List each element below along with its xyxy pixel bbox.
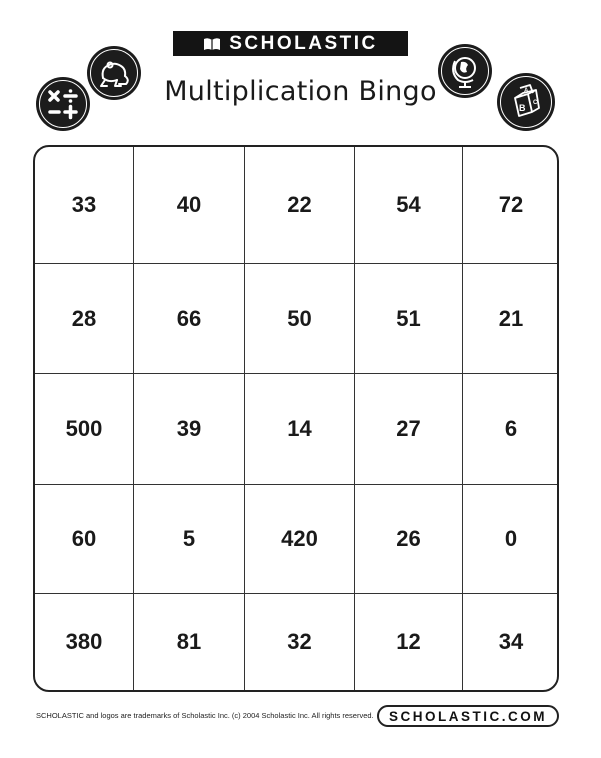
bingo-cell: 32 xyxy=(245,594,355,690)
bingo-cell: 22 xyxy=(245,147,355,264)
bingo-cell: 72 xyxy=(463,147,559,264)
bingo-cell: 14 xyxy=(245,374,355,485)
bingo-cell: 60 xyxy=(35,485,134,594)
svg-text:C: C xyxy=(533,100,538,106)
bingo-cell: 380 xyxy=(35,594,134,690)
bingo-cell: 34 xyxy=(498,629,524,654)
website-link[interactable]: SCHOLASTIC.COM xyxy=(377,705,559,727)
globe-icon xyxy=(438,44,492,98)
copyright-notice: SCHOLASTIC and logos are trademarks of Scholastic Inc. (c) 2004 Scholastic Inc. All rights reserved. xyxy=(36,711,374,720)
frog-icon xyxy=(87,46,141,100)
bingo-cell: 39 xyxy=(134,374,245,485)
bingo-cell: 6 xyxy=(463,374,559,485)
bingo-cell: 21 xyxy=(463,264,559,374)
bingo-cell: 51 xyxy=(355,264,463,374)
book-icon xyxy=(203,37,221,51)
bingo-cell: 5 xyxy=(134,485,245,594)
bingo-card xyxy=(33,145,559,692)
bingo-cell: 27 xyxy=(355,374,463,485)
bingo-cell: 26 xyxy=(355,485,463,594)
bingo-cell: 40 xyxy=(134,147,245,264)
bingo-cell: 420 xyxy=(245,485,355,594)
math-symbols-icon xyxy=(36,77,90,131)
bingo-cell: 66 xyxy=(134,264,245,374)
svg-text:B: B xyxy=(519,103,526,113)
bingo-cell: 33 xyxy=(35,147,134,264)
bingo-cell: 0 xyxy=(463,485,559,594)
abc-blocks-icon xyxy=(497,73,555,131)
bingo-cell: 28 xyxy=(35,264,134,374)
bingo-cell: 50 xyxy=(245,264,355,374)
bingo-cell: 500 xyxy=(35,374,134,485)
svg-text:A: A xyxy=(524,88,529,94)
bingo-cell: 81 xyxy=(134,594,245,690)
brand-name: SCHOLASTIC xyxy=(229,32,378,54)
bingo-cell: 12 xyxy=(355,594,463,690)
scholastic-logo xyxy=(173,31,408,56)
page-title: Multiplication Bingo xyxy=(164,76,437,107)
bingo-cell: 54 xyxy=(355,147,463,264)
